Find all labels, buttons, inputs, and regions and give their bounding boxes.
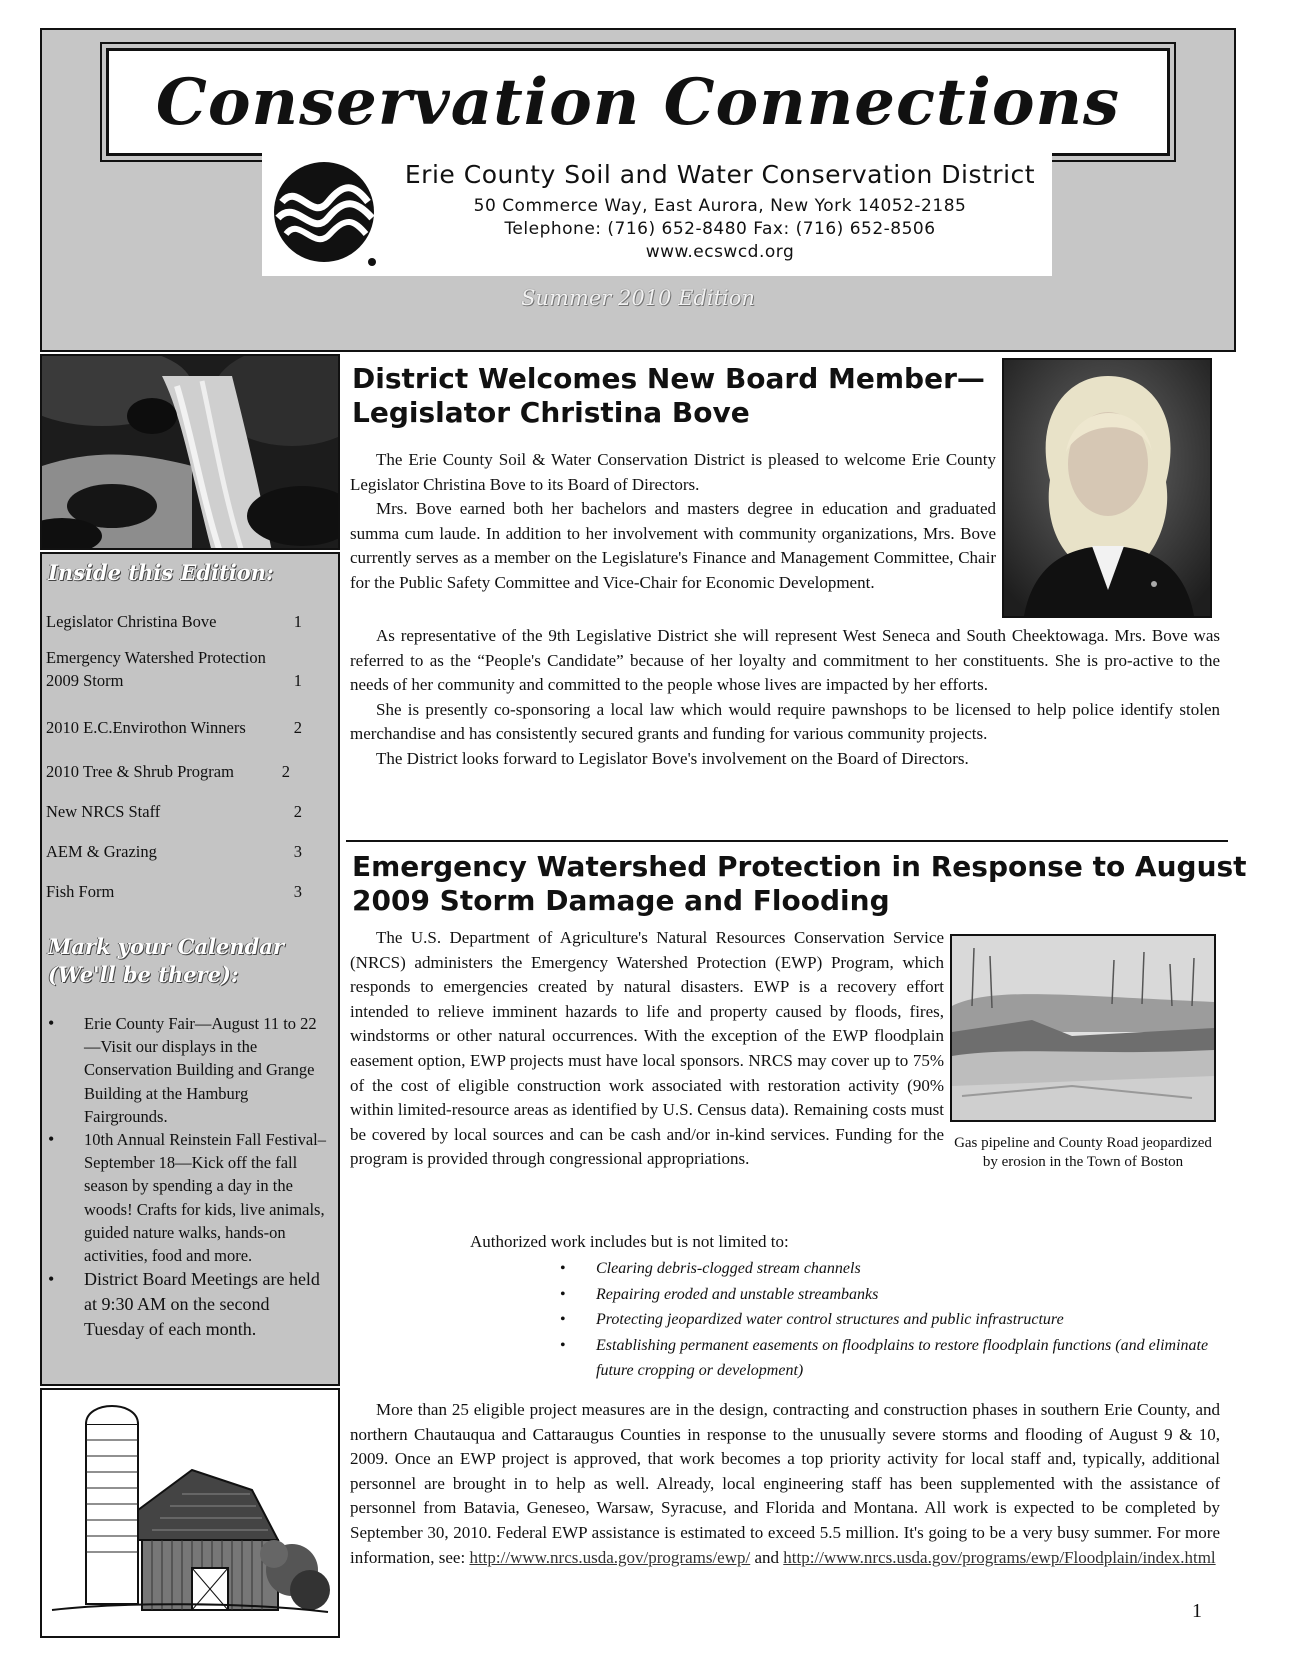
article1-paragraph: Mrs. Bove earned both her bachelors and masters degree in education and graduated summa cum laude. In addition to her involvement with community organizations, Mrs. Bove currently serves as a member on the Legislature's Finance and Management Committee, Chair for the Public Safety Committee and Vice-Chair for Economic Development. xyxy=(350,499,996,592)
toc-item-page: 3 xyxy=(293,882,302,901)
toc-item[interactable] xyxy=(46,880,310,903)
toc-item-title: Emergency Watershed Protection xyxy=(46,648,266,667)
board-member-portrait xyxy=(1002,358,1212,618)
district-logo-icon xyxy=(268,158,384,270)
calendar-item: • Erie County Fair—August 11 to 22—Visit our displays in the Conservation Building and Grange Building at the Hamburg Fairgrounds. xyxy=(48,1012,332,1128)
article2-title-line2: 2009 Storm Damage and Flooding xyxy=(352,884,890,917)
article2-closing-text: More than 25 eligible project measures are in the design, contracting and construction phases in southern Erie County, and northern Chautauqua and Cattaraugus Counties in response to the unusually severe storms and flooding of August 9 & 10, 2009. Once an EWP project is approved, that work becomes a top priority activity for local staff and, typically, additional personnel are brought in to help as well. Already, local engineering staff has been supplemented with the assistance of personnel from Batavia, Geneseo, Warsaw, Syracuse, and Florida and Montana. All work is expected to be completed by September 30, 2010. Federal EWP assistance is estimated to exceed 5.5 million. It's going to be a very busy summer. For more information, see: xyxy=(350,1400,1220,1567)
page-number: 1 xyxy=(1192,1600,1202,1622)
toc-item-title: 2010 Tree & Shrub Program xyxy=(46,762,234,781)
waterfall-photo xyxy=(40,354,340,550)
article2-paragraph: The U.S. Department of Agriculture's Natural Resources Conservation Service (NRCS) administers the Emergency Watershed Protection (EWP) Program, which responds to emergencies created by natural disasters. EWP is a recovery effort intended to relieve imminent hazards to life and property caused by floods, fires, windstorms or other natural occurrences. With the exception of the EWP floodplain easement option, EWP projects must have local sponsors. NRCS may cover up to 75% of the cost of eligible construction work associated with restoration activity (90% within limited-resource areas as identified by U.S. Census data). Remaining costs must be covered by local sources and can be cash and/or in-kind services. Funding for the program is provided through congressional appropriations. xyxy=(350,928,944,1169)
toc-item-title: New NRCS Staff xyxy=(46,802,161,821)
authorized-work-intro: Authorized work includes but is not limited to: xyxy=(470,1232,789,1251)
work-item: • Clearing debris-clogged stream channels xyxy=(560,1256,1220,1282)
article1-title-line1: District Welcomes New Board Member— xyxy=(352,362,985,395)
ewp-floodplain-link[interactable]: http://www.nrcs.usda.gov/programs/ewp/Floodplain/index.html xyxy=(783,1547,1216,1567)
newsletter-title-box xyxy=(106,48,1170,156)
work-item: • Protecting jeopardized water control structures and public infrastructure xyxy=(560,1307,1220,1333)
calendar-subheading: (We'll be there): xyxy=(48,962,239,987)
article1-body-top xyxy=(350,448,996,596)
toc-item[interactable] xyxy=(46,610,310,633)
edition-label: Summer 2010 Edition xyxy=(521,286,755,310)
newsletter-title: Conservation Connections xyxy=(155,64,1121,140)
ewp-program-link[interactable]: http://www.nrcs.usda.gov/programs/ewp/ xyxy=(469,1547,751,1567)
work-item: • Repairing eroded and unstable streambanks xyxy=(560,1282,1220,1308)
calendar-heading: Mark your Calendar xyxy=(48,934,284,959)
district-name: Erie County Soil and Water Conservation District xyxy=(404,160,1036,189)
article1-paragraph: As representative of the 9th Legislative District she will represent West Seneca and South Cheektowaga. Mrs. Bove was referred to as the “People's Candidate” because of her loyalty and commitment to her constituents. She is pro-active to the needs of her community and committed to the people whose lives are impacted by her efforts. xyxy=(350,626,1220,695)
erosion-photo-caption: Gas pipeline and County Road jeopardized by erosion in the Town of Boston xyxy=(954,1135,1212,1170)
authorized-work-list xyxy=(560,1256,1220,1384)
toc-item[interactable] xyxy=(46,760,310,783)
toc-item-title: Legislator Christina Bove xyxy=(46,612,217,631)
toc-item[interactable] xyxy=(46,800,310,823)
inside-edition-heading: Inside this Edition: xyxy=(48,560,274,585)
article2-intro xyxy=(350,926,944,1172)
toc-item-title: Fish Form xyxy=(46,882,115,901)
toc-item-title: 2010 E.C.Envirothon Winners xyxy=(46,718,246,737)
toc-item-title-continued: 2009 Storm xyxy=(46,671,124,690)
calendar-item: • 10th Annual Reinstein Fall Festival– September 18—Kick off the fall season by spending a day in the woods! Crafts for kids, live animals, guided nature walks, hands-on activities, food and more. xyxy=(48,1128,332,1267)
erosion-photo xyxy=(950,934,1216,1122)
toc-item[interactable] xyxy=(46,716,310,739)
toc-item-title: AEM & Grazing xyxy=(46,842,157,861)
article1-paragraph: The District looks forward to Legislator Bove's involvement on the Board of Directors. xyxy=(376,748,969,768)
toc-item[interactable] xyxy=(46,840,310,863)
toc-item-page: 3 xyxy=(293,842,302,861)
district-address: 50 Commerce Way, East Aurora, New York 14052-2185 xyxy=(473,196,967,216)
toc-item-page: 2 xyxy=(281,762,290,781)
toc-item-page: 1 xyxy=(293,671,302,690)
barn-illustration xyxy=(40,1388,340,1638)
article-divider xyxy=(346,840,1228,842)
article2-title-line1: Emergency Watershed Protection in Response to August xyxy=(352,850,1247,883)
article1-body-bottom xyxy=(350,624,1220,772)
toc-item[interactable] xyxy=(46,646,310,692)
calendar-item: • District Board Meetings are held at 9:30 AM on the second Tuesday of each month. xyxy=(48,1267,332,1342)
calendar-list xyxy=(48,1012,332,1342)
article2-closing xyxy=(350,1398,1220,1570)
toc-item-page: 2 xyxy=(293,718,302,737)
article1-paragraph: She is presently co-sponsoring a local law which would require pawnshops to be licensed to help police identify stolen merchandise and has consistently secured grants and funding for various community projects. xyxy=(350,699,1220,744)
work-item: • Establishing permanent easements on floodplains to restore floodplain functions (and eliminate future cropping or development) xyxy=(560,1333,1220,1384)
link-joiner: and xyxy=(754,1547,780,1567)
district-website: www.ecswcd.org xyxy=(645,242,795,262)
article1-paragraph: The Erie County Soil & Water Conservation District is pleased to welcome Erie County Legislator Christina Bove to its Board of Directors. xyxy=(350,450,996,494)
toc-item-page: 2 xyxy=(293,802,302,821)
district-phone: Telephone: (716) 652-8480 Fax: (716) 652-8506 xyxy=(504,219,936,239)
toc-item-page: 1 xyxy=(293,612,302,631)
article1-title-line2: Legislator Christina Bove xyxy=(352,396,750,429)
